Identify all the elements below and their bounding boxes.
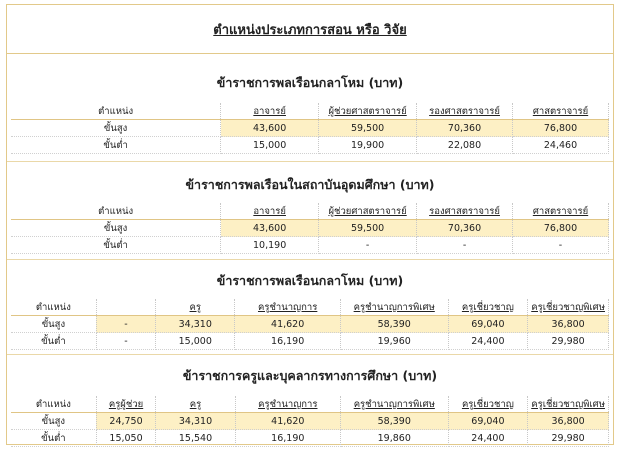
table-cell: 76,800 <box>513 220 609 237</box>
header-row <box>11 299 609 316</box>
table-cell: - <box>96 316 155 333</box>
header-cell: ตำแหน่ง <box>11 203 221 220</box>
section-heading: ข้าราชการพลเรือนกลาโหม (บาท) <box>216 75 404 90</box>
table-cell: 34,310 <box>156 316 235 333</box>
document-title: ตำแหน่งประเภทการสอน หรือ วิจัย <box>213 22 407 38</box>
header-cell: ครูเชี่ยวชาญพิเศษ <box>528 396 609 413</box>
header-cell: ครูเชี่ยวชาญ <box>448 299 528 316</box>
table-cell: 43,600 <box>221 120 319 137</box>
table-cell: 58,390 <box>340 413 448 430</box>
table-cell: 43,600 <box>221 220 319 237</box>
table-cell: - <box>96 333 155 350</box>
table-row <box>11 430 609 447</box>
table-cell: 24,400 <box>448 430 528 447</box>
section-heading: ข้าราชการครูและบุคลากรทางการศึกษา (บาท) <box>182 368 438 383</box>
table-cell: 24,400 <box>448 333 528 350</box>
table-cell: 70,360 <box>417 120 513 137</box>
header-cell: ครูเชี่ยวชาญพิเศษ <box>528 299 609 316</box>
table-cell: - <box>513 237 609 254</box>
table-cell: 29,980 <box>528 430 609 447</box>
table-row <box>11 316 609 333</box>
table-cell: 36,800 <box>528 316 609 333</box>
table-cell: - <box>417 237 513 254</box>
table-cell: - <box>319 237 417 254</box>
header-row <box>11 396 609 413</box>
section-4 <box>7 354 613 444</box>
table-cell: 19,860 <box>340 430 448 447</box>
table-row <box>11 137 609 154</box>
table-cell: 16,190 <box>235 333 340 350</box>
header-cell: ศาสตราจารย์ <box>513 203 609 220</box>
header-cell: ครูชำนาญการ <box>235 396 340 413</box>
header-row <box>11 103 609 120</box>
table-cell: 15,050 <box>96 430 156 447</box>
header-cell: รองศาสตราจารย์ <box>417 103 513 120</box>
section-3 <box>7 259 613 355</box>
table-cell: 16,190 <box>235 430 340 447</box>
row-label: ขั้นสูง <box>11 413 96 430</box>
table-cell: 76,800 <box>513 120 609 137</box>
table-cell: 15,540 <box>156 430 235 447</box>
table-cell: 10,190 <box>221 237 319 254</box>
salary-table-4 <box>11 396 609 447</box>
header-cell: ครูชำนาญการ <box>235 299 340 316</box>
table-cell: 24,750 <box>96 413 156 430</box>
table-cell: 15,000 <box>156 333 235 350</box>
section-heading: ข้าราชการพลเรือนในสถาบันอุดมศึกษา (บาท) <box>185 177 435 192</box>
table-row <box>11 413 609 430</box>
header-cell: ครูชำนาญการพิเศษ <box>340 299 448 316</box>
section-2 <box>7 161 613 260</box>
table-cell: 22,080 <box>417 137 513 154</box>
header-cell: รองศาสตราจารย์ <box>417 203 513 220</box>
title-band <box>7 5 613 54</box>
header-cell: ครูชำนาญการพิเศษ <box>340 396 448 413</box>
salary-table-3 <box>11 299 609 350</box>
row-label: ขั้นต่ำ <box>11 137 221 154</box>
header-cell: อาจารย์ <box>221 203 319 220</box>
header-cell: ผู้ช่วยศาสตราจารย์ <box>319 203 417 220</box>
header-cell: ตำแหน่ง <box>11 396 96 413</box>
table-row <box>11 333 609 350</box>
row-label: ขั้นต่ำ <box>11 237 221 254</box>
table-cell: 69,040 <box>448 316 528 333</box>
table-cell: 69,040 <box>448 413 528 430</box>
table-cell: 15,000 <box>221 137 319 154</box>
table-row <box>11 220 609 237</box>
header-cell: อาจารย์ <box>221 103 319 120</box>
header-cell: ผู้ช่วยศาสตราจารย์ <box>319 103 417 120</box>
row-label: ขั้นสูง <box>11 220 221 237</box>
header-cell: ศาสตราจารย์ <box>513 103 609 120</box>
header-row <box>11 203 609 220</box>
header-cell: ครูผู้ช่วย <box>96 396 156 413</box>
table-cell: 29,980 <box>528 333 609 350</box>
row-label: ขั้นสูง <box>11 120 221 137</box>
table-cell: 70,360 <box>417 220 513 237</box>
table-row <box>11 237 609 254</box>
table-cell: 34,310 <box>156 413 235 430</box>
table-cell: 24,460 <box>513 137 609 154</box>
table-row <box>11 120 609 137</box>
header-cell: ตำแหน่ง <box>11 103 221 120</box>
row-label: ขั้นต่ำ <box>11 430 96 447</box>
salary-table-2 <box>11 203 609 254</box>
document-frame <box>6 4 614 445</box>
section-heading: ข้าราชการพลเรือนกลาโหม (บาท) <box>216 273 404 288</box>
header-cell: ครู <box>156 299 235 316</box>
table-cell: 58,390 <box>340 316 448 333</box>
table-cell: 41,620 <box>235 316 340 333</box>
section-1 <box>7 53 613 162</box>
table-cell: 59,500 <box>319 120 417 137</box>
table-cell: 19,960 <box>340 333 448 350</box>
salary-table-1 <box>11 103 609 154</box>
header-cell: ครูเชี่ยวชาญ <box>448 396 528 413</box>
header-cell: ครู <box>156 396 235 413</box>
header-cell: ตำแหน่ง <box>11 299 96 316</box>
table-cell: 19,900 <box>319 137 417 154</box>
table-cell: 36,800 <box>528 413 609 430</box>
header-cell <box>96 299 155 316</box>
table-cell: 59,500 <box>319 220 417 237</box>
row-label: ขั้นสูง <box>11 316 96 333</box>
row-label: ขั้นต่ำ <box>11 333 96 350</box>
table-cell: 41,620 <box>235 413 340 430</box>
